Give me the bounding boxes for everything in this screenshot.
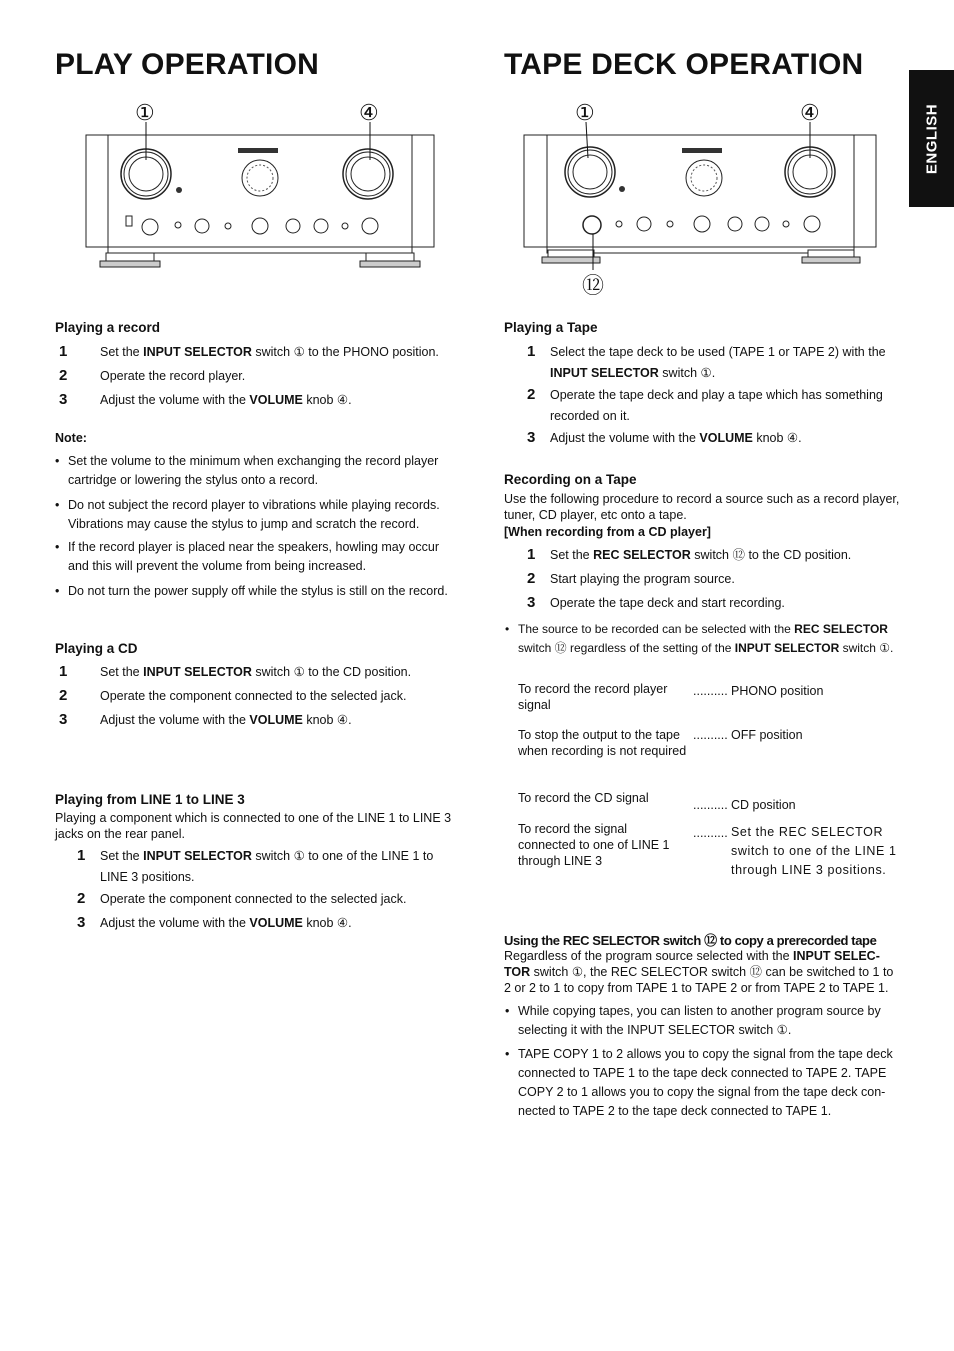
recording-subheading: [When recording from a CD player] xyxy=(504,525,711,539)
step-number: 1 xyxy=(59,343,68,360)
step-number: 3 xyxy=(527,594,536,611)
note-item: • Set the volume to the minimum when exchanging the record player cartridge or lowering the stylus onto a record. xyxy=(55,454,439,487)
tape-deck-operation-title: TAPE DECK OPERATION xyxy=(504,48,864,81)
step-number: 1 xyxy=(59,663,68,680)
playing-line-intro: Playing a component which is connected to one of the LINE 1 to LINE 3 jacks on the rear panel. xyxy=(55,811,452,841)
note-item: • If the record player is placed near the speakers, howling may occur and this will prevent the volume from being increased. xyxy=(55,540,440,573)
step-text: Operate the tape deck and start recording. xyxy=(550,596,785,610)
copy-tape-heading: Using the REC SELECTOR switch ⑫ to copy a prerecorded tape xyxy=(504,933,877,948)
step-number: 3 xyxy=(59,711,68,728)
playing-line-heading: Playing from LINE 1 to LINE 3 xyxy=(55,792,245,807)
step-text: Adjust the volume with the VOLUME knob ④. xyxy=(100,393,352,407)
step-number: 2 xyxy=(527,570,536,587)
table-row-label: To record the signal connected to one of LINE 1 through LINE 3 xyxy=(518,822,670,868)
language-tab-label: ENGLISH xyxy=(923,103,940,174)
table-row-dots: .......... xyxy=(693,826,728,840)
table-row-label: To stop the output to the tape when recording is not required xyxy=(518,728,687,758)
recording-bullet: • The source to be recorded can be selected with the REC SELECTOR switch ⑫ regardless of the setting of the INPUT SELECTOR switch ①. xyxy=(505,622,894,655)
playing-tape-heading: Playing a Tape xyxy=(504,320,598,335)
step-text: Set the INPUT SELECTOR switch ① to the PHONO position. xyxy=(100,345,439,359)
step-number: 1 xyxy=(77,847,86,864)
step-number: 1 xyxy=(527,343,536,360)
language-tab xyxy=(909,70,954,207)
step-number: 3 xyxy=(527,429,536,446)
callout-1-left: ① xyxy=(135,100,155,125)
step-text: Set the INPUT SELECTOR switch ① to the CD position. xyxy=(100,665,412,679)
table-row-dots: .......... xyxy=(693,728,728,742)
callout-4-right: ④ xyxy=(800,100,820,125)
step-text: Operate the record player. xyxy=(100,369,246,383)
copy-item: • TAPE COPY 1 to 2 allows you to copy the signal from the tape deck connected to TAPE 1 to the tape deck connected to TAPE 2. TAPE COPY 2 to 1 allows you to copy the signal from the tape deck con-nected to TAPE 2 to the tape deck connected to TAPE 1. xyxy=(505,1047,893,1118)
recording-intro: Use the following procedure to record a source such as a record player, tuner, CD player, etc onto a tape. xyxy=(504,492,900,522)
step-text: Start playing the program source. xyxy=(550,572,735,586)
playing-cd-heading: Playing a CD xyxy=(55,641,138,656)
table-row-label: To record the record player signal xyxy=(518,682,668,712)
step-number: 2 xyxy=(59,687,68,704)
table-row-value: OFF position xyxy=(731,728,803,742)
table-row-value: CD position xyxy=(731,798,796,812)
step-number: 3 xyxy=(77,914,86,931)
table-row-value: PHONO position xyxy=(731,684,824,698)
step-text: Select the tape deck to be used (TAPE 1 or TAPE 2) with the INPUT SELECTOR switch ①. xyxy=(550,345,886,380)
copy-intro: Regardless of the program source selected with the INPUT SELEC-TOR switch ①, the REC SELECTOR switch ⑫ can be switched to 1 to 2 or 2 to 1 to copy from TAPE 1 to TAPE 2 or from TAPE 2 to TAPE 1. xyxy=(504,949,894,995)
table-row-dots: .......... xyxy=(693,798,728,812)
step-text: Adjust the volume with the VOLUME knob ④. xyxy=(100,916,352,930)
amplifier-illustration-left xyxy=(78,98,442,270)
step-number: 2 xyxy=(59,367,68,384)
table-row-dots: .......... xyxy=(693,684,728,698)
callout-12-right: ⑫ xyxy=(582,273,605,298)
step-text: Set the REC SELECTOR switch ⑫ to the CD position. xyxy=(550,548,852,562)
step-text: Operate the component connected to the selected jack. xyxy=(100,689,407,703)
step-number: 1 xyxy=(527,546,536,563)
note-label: Note: xyxy=(55,431,87,445)
amplifier-illustration-right xyxy=(518,98,882,270)
step-number: 2 xyxy=(77,890,86,907)
note-item: • Do not turn the power supply off while the stylus is still on the record. xyxy=(55,584,448,598)
callout-4-left: ④ xyxy=(359,100,379,125)
table-row-label: To record the CD signal xyxy=(518,791,649,805)
play-operation-title: PLAY OPERATION xyxy=(55,48,319,81)
copy-item: • While copying tapes, you can listen to another program source by selecting it with the INPUT SELECTOR switch ①. xyxy=(505,1004,881,1037)
playing-record-heading: Playing a record xyxy=(55,320,161,335)
step-number: 2 xyxy=(527,386,536,403)
step-text: Operate the component connected to the selected jack. xyxy=(100,892,407,906)
recording-tape-heading: Recording on a Tape xyxy=(504,472,637,487)
step-number: 3 xyxy=(59,391,68,408)
table-row-value: Set the REC SELECTOR switch to one of the LINE 1 through LINE 3 positions. xyxy=(731,825,897,877)
step-text: Adjust the volume with the VOLUME knob ④. xyxy=(550,431,802,445)
note-item: • Do not subject the record player to vibrations while playing records. Vibrations may cause the stylus to jump and scratch the record. xyxy=(55,498,440,531)
step-text: Operate the tape deck and play a tape which has something recorded on it. xyxy=(550,388,883,423)
step-text: Set the INPUT SELECTOR switch ① to one of the LINE 1 to LINE 3 positions. xyxy=(100,849,434,884)
step-text: Adjust the volume with the VOLUME knob ④. xyxy=(100,713,352,727)
callout-1-right: ① xyxy=(575,100,595,125)
